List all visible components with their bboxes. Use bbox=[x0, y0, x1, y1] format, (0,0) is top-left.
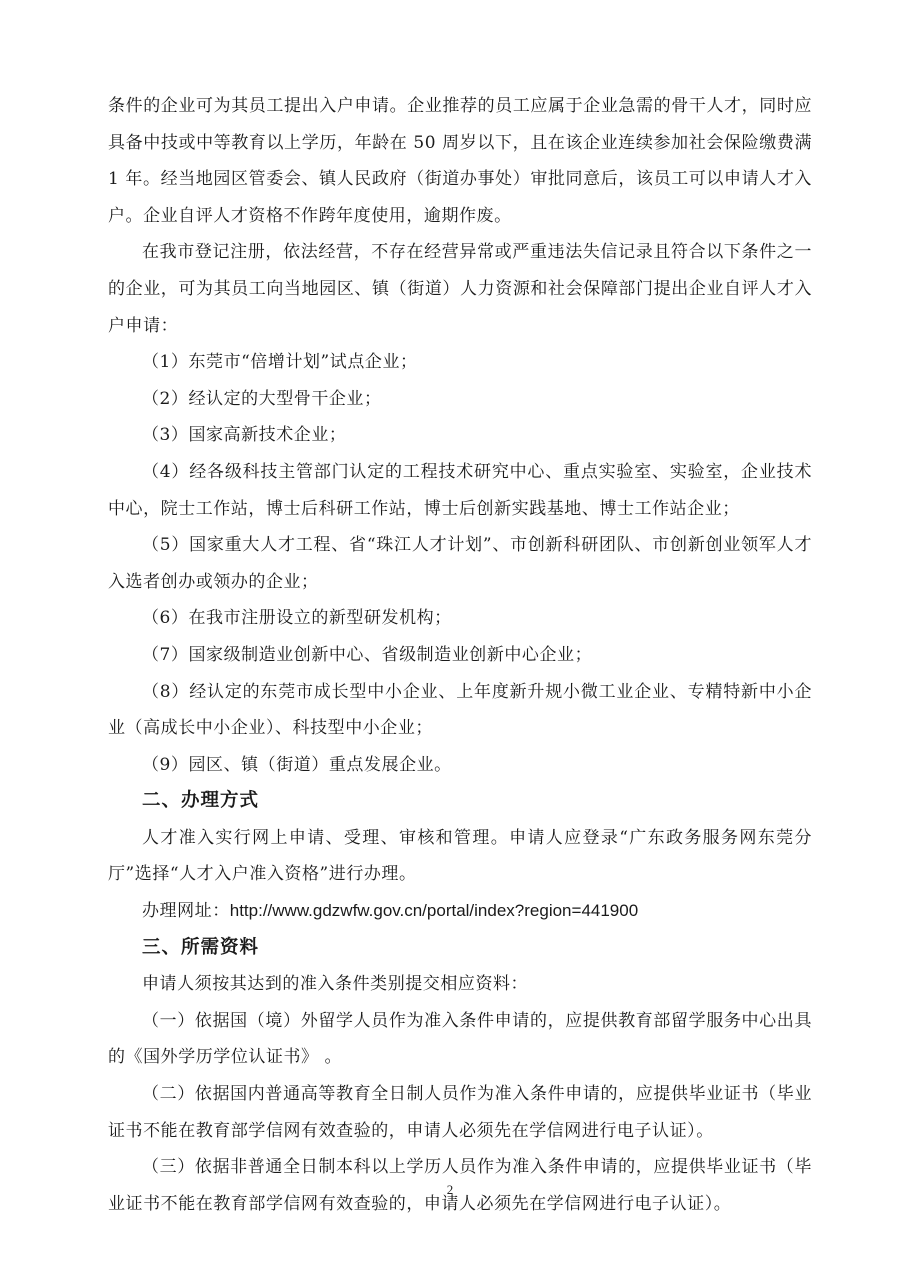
paragraph-processing-method: 人才准入实行网上申请、受理、审核和管理。申请人应登录“广东政务服务网东莞分厅”选择“人才入户准入资格”进行办理。 bbox=[108, 827, 812, 885]
condition-item: （4）经各级科技主管部门认定的工程技术研究中心、重点实验室、实验室，企业技术中心，院士工作站，博士后科研工作站，博士后创新实践基地、博士工作站企业； bbox=[108, 461, 812, 519]
paragraph-conditions-intro: 在我市登记注册，依法经营，不存在经营异常或严重违法失信记录且符合以下条件之一的企业，可为其员工向当地园区、镇（街道）人力资源和社会保障部门提出企业自评人才入户申请： bbox=[108, 242, 812, 336]
section-heading-processing-method: 二、办理方式 bbox=[142, 790, 260, 812]
processing-url-line bbox=[108, 893, 812, 930]
condition-item: （8）经认定的东莞市成长型中小企业、上年度新升规小微工业企业、专精特新中小企业（高成长中小企业）、科技型中小企业； bbox=[108, 681, 812, 739]
material-item: （三）依据非普通全日制本科以上学历人员作为准入条件申请的，应提供毕业证书（毕业证书不能在教育部学信网有效查验的，申请人必须先在学信网进行电子认证）。 bbox=[108, 1157, 812, 1214]
paragraph-materials-intro: 申请人须按其达到的准入条件类别提交相应资料： bbox=[142, 974, 529, 995]
condition-item: （9）园区、镇（街道）重点发展企业。 bbox=[142, 754, 452, 775]
document-body bbox=[108, 88, 812, 1222]
paragraph-intro-continued: 条件的企业可为其员工提出入户申请。企业推荐的员工应属于企业急需的骨干人才，同时应具备中技或中等教育以上学历，年龄在 50 周岁以下，且在该企业连续参加社会保险缴费满 1 年。经当地园区管委会、镇人民政府（街道办事处）审批同意后，该员工可以申请人才入户。企业自评人才资格不作跨年度使用，逾期作废。 bbox=[108, 96, 812, 226]
condition-item: （7）国家级制造业创新中心、省级制造业创新中心企业； bbox=[142, 644, 593, 665]
condition-item: （1）东莞市“倍增计划”试点企业； bbox=[142, 352, 418, 373]
url-label: 办理网址： bbox=[142, 901, 230, 922]
section-heading-required-materials: 三、所需资料 bbox=[142, 936, 260, 958]
material-item: （二）依据国内普通高等教育全日制人员作为准入条件申请的，应提供毕业证书（毕业证书不能在教育部学信网有效查验的，申请人必须先在学信网进行电子认证）。 bbox=[108, 1084, 812, 1141]
condition-item: （2）经认定的大型骨干企业； bbox=[142, 388, 382, 409]
processing-url-link[interactable]: http://www.gdzwfw.gov.cn/portal/index?region=441900 bbox=[229, 901, 639, 921]
condition-item: （5）国家重大人才工程、省“珠江人才计划”、市创新科研团队、市创新创业领军人才入选者创办或领办的企业； bbox=[108, 535, 812, 592]
condition-item: （6）在我市注册设立的新型研发机构； bbox=[142, 608, 452, 629]
page-number: 2 bbox=[446, 1182, 454, 1197]
condition-item: （3）国家高新技术企业； bbox=[142, 425, 347, 446]
material-item: （一）依据国（境）外留学人员作为准入条件申请的，应提供教育部留学服务中心出具的《国外学历学位认证书》 。 bbox=[108, 1010, 812, 1068]
